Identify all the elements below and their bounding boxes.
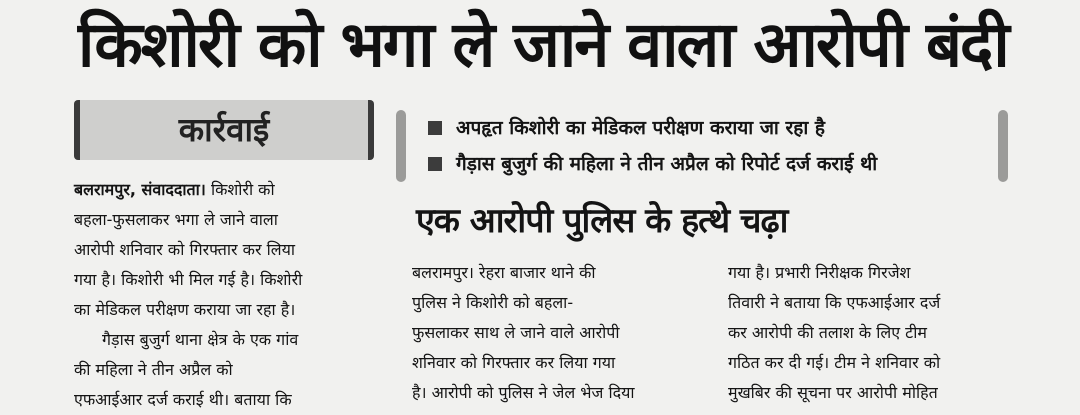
- dateline: बलरामपुर, संवाददाता।: [74, 180, 206, 199]
- middle-line: शनिवार को गिरफ्तार कर लिया गया: [412, 353, 616, 372]
- left-line-3: आरोपी शनिवार को गिरफ्तार कर लिया: [74, 240, 295, 259]
- left-line-5: का मेडिकल परीक्षण कराया जा रहा है।: [74, 300, 296, 319]
- highlight-item: [428, 114, 825, 142]
- highlight-item: [428, 150, 877, 178]
- left-column-text: [74, 175, 374, 415]
- square-bullet-icon: [428, 121, 442, 135]
- sidebar-column: [74, 100, 374, 409]
- section-label-box: [74, 100, 374, 160]
- right-column-text: [728, 258, 1028, 408]
- headline: किशोरी को भगा ले जाने वाला आरोपी बंदी: [78, 8, 1008, 81]
- highlights-box: [396, 110, 1008, 182]
- square-bullet-icon: [428, 157, 442, 171]
- middle-line: है। आरोपी को पुलिस ने जेल भेज दिया: [412, 383, 635, 402]
- middle-line: फुसलाकर साथ ले जाने वाले आरोपी: [412, 323, 620, 342]
- middle-line: पुलिस ने किशोरी को बहला-: [412, 293, 574, 312]
- middle-line: बलरामपुर। रेहरा बाजार थाने की: [412, 263, 596, 282]
- left-bracket: [396, 110, 406, 182]
- right-line: कर आरोपी की तलाश के लिए टीम: [728, 323, 927, 342]
- middle-column-text: [412, 258, 702, 408]
- right-line: गया है। प्रभारी निरीक्षक गिरजेश: [728, 263, 911, 282]
- right-bracket: [998, 110, 1008, 182]
- left-line-2: बहला-फुसलाकर भगा ले जाने वाला: [74, 210, 278, 229]
- left-line-8: एफआईआर दर्ज कराई थी। बताया कि: [74, 390, 292, 409]
- right-line: तिवारी ने बताया कि एफआईआर दर्ज: [728, 293, 941, 312]
- left-line-1: [74, 175, 374, 205]
- left-line-7: की महिला ने तीन अप्रैल को: [74, 360, 233, 379]
- left-line-6: गैड़ास बुजुर्ग थाना क्षेत्र के एक गांव: [102, 330, 299, 349]
- right-line: गठित कर दी गई। टीम ने शनिवार को: [728, 353, 941, 372]
- subheading: एक आरोपी पुलिस के हत्थे चढ़ा: [416, 201, 788, 241]
- section-label: कार्रवाई: [178, 110, 270, 149]
- highlight-text: गैड़ास बुजुर्ग की महिला ने तीन अप्रैल को रिपोर्ट दर्ज कराई थी: [456, 153, 878, 175]
- left-line-4: गया है। किशोरी भी मिल गई है। किशोरी: [74, 270, 303, 289]
- highlight-text: अपहृत किशोरी का मेडिकल परीक्षण कराया जा रहा है: [456, 117, 825, 139]
- right-line: मुखबिर की सूचना पर आरोपी मोहित: [728, 383, 938, 402]
- left-line-1-text: किशोरी को: [210, 180, 275, 199]
